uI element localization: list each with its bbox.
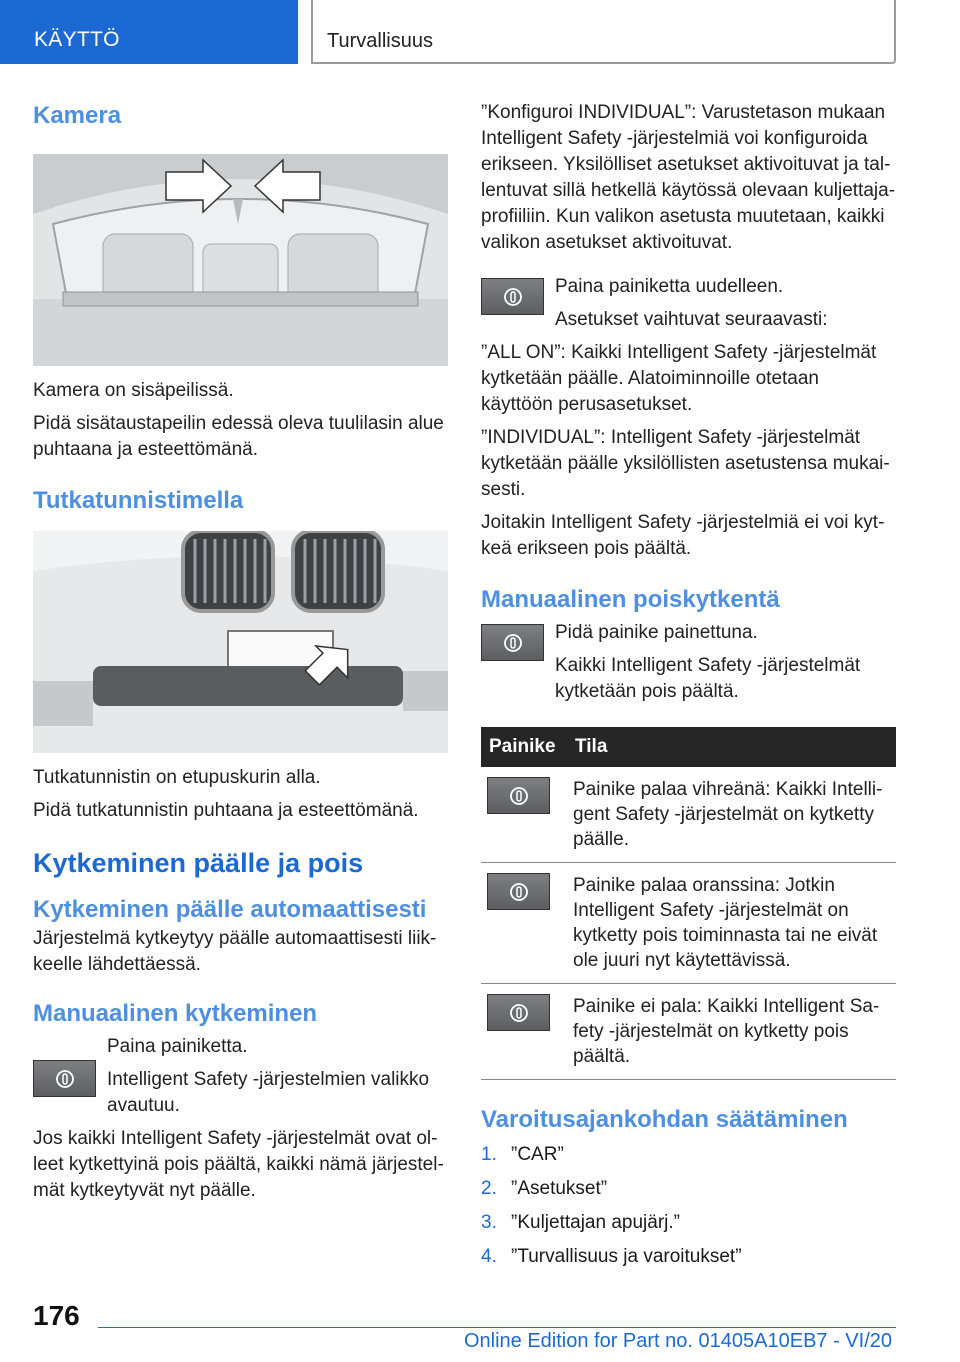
safety-button-icon <box>481 278 544 315</box>
all-on-text: ”ALL ON”: Kaikki Intelligent Safety -järjestelmät kytketään päälle. Alatoiminnoille otetaan käyttöön perusasetukset. <box>481 342 877 415</box>
settings-change-text: Asetukset vaihtuvat seuraavasti: <box>555 309 828 330</box>
safety-button-icon <box>487 777 550 814</box>
camera-illustration <box>33 154 448 366</box>
table-header-status: Tila <box>567 727 896 767</box>
auto-heading: Kytkeminen päälle automaattisesti <box>33 896 427 923</box>
press-again-block <box>481 274 896 333</box>
table-row <box>481 984 896 1080</box>
table-row <box>481 863 896 984</box>
left-column <box>33 100 448 1211</box>
manual-text-3: Jos kaikki Intelligent Safety -järjestelmät ovat olleet kytkettyinä pois päältä, kaikki nämä järjestelmät kytkeytyvät nyt päälle. <box>33 1128 444 1201</box>
press-again-text: Paina painiketta uudelleen. <box>555 276 784 297</box>
radar-illustration <box>33 531 448 753</box>
off-text-1: Pidä painike painettuna. <box>555 622 758 643</box>
switch-heading: Kytkeminen päälle ja pois <box>33 848 364 878</box>
radar-text-1: Tutkatunnistin on etupuskurin alla. <box>33 767 321 788</box>
table-cell-status: Painike ei pala: Kaikki Intelligent Safety -järjestelmät on kytketty pois päältä. <box>567 984 896 1080</box>
right-column <box>481 100 896 1278</box>
button-status-table <box>481 727 896 1080</box>
list-item: 3. ”Kuljettajan apujärj.” <box>481 1212 680 1233</box>
camera-heading: Kamera <box>33 102 122 129</box>
table-header-row <box>481 727 896 767</box>
table-cell-status: Painike palaa vihreänä: Kaikki Intelligent Safety -järjestelmät on kytketty päälle. <box>567 767 896 863</box>
auto-text: Järjestelmä kytkeytyy päälle automaattisesti liikkeelle lähdettäessä. <box>33 928 437 975</box>
off-block <box>481 620 896 705</box>
radar-text-2: Pidä tutkatunnistin puhtaana ja esteettömänä. <box>33 800 419 821</box>
safety-button-icon <box>487 873 550 910</box>
header-chapter-label: Turvallisuus <box>327 30 433 52</box>
some-systems-text: Joitakin Intelligent Safety -järjestelmiä ei voi kytkeä erikseen pois päältä. <box>481 512 885 559</box>
individual-text: ”INDIVIDUAL”: Intelligent Safety -järjestelmät kytketään päälle yksilöllisten asetustensa mukaisesti. <box>481 427 890 500</box>
header-section-label: KÄYTTÖ <box>34 28 120 51</box>
manual-block <box>33 1030 448 1119</box>
table-header-button: Painike <box>481 727 567 767</box>
list-item: 1. ”CAR” <box>481 1144 564 1165</box>
list-item: 2. ”Asetukset” <box>481 1178 608 1199</box>
safety-button-icon <box>487 994 550 1031</box>
table-cell-status: Painike palaa oranssina: Jotkin Intelligent Safety -järjestelmät on kytketty pois toiminnasta tai ne eivät ole juuri nyt käytettävissä. <box>567 863 896 984</box>
table-row <box>481 767 896 863</box>
manual-heading: Manuaalinen kytkeminen <box>33 1000 318 1027</box>
config-text: ”Konfiguroi INDIVIDUAL”: Varustetason mukaan Intelligent Safety -järjestelmiä voi konfiguroida erikseen. Yksilölliset asetukset aktivoituvat ja tallentuvat sillä hetkellä käytössä olevaan kuljettajaprofiiliin. Kun valikon asetusta muutetaan, kaikki valikon asetukset aktivoituvat. <box>481 102 896 253</box>
list-item: 4. ”Turvallisuus ja varoitukset” <box>481 1246 742 1267</box>
warning-timing-heading: Varoitusajankohdan säätäminen <box>481 1106 848 1133</box>
radar-heading: Tutkatunnistimella <box>33 487 244 514</box>
manual-text-1: Paina painiketta. <box>107 1036 248 1057</box>
safety-button-icon <box>33 1060 96 1097</box>
off-text-2: Kaikki Intelligent Safety -järjestelmät kytketään pois päältä. <box>555 655 861 702</box>
footer-divider <box>98 1327 896 1328</box>
steps-list <box>481 1142 896 1270</box>
header-section-tab <box>0 0 298 64</box>
camera-text-1: Kamera on sisäpeilissä. <box>33 380 234 401</box>
off-heading: Manuaalinen poiskytkentä <box>481 586 780 613</box>
header-chapter-tab <box>311 0 896 64</box>
camera-text-2: Pidä sisätaustapeilin edessä oleva tuulilasin alue puhtaana ja esteettömänä. <box>33 413 444 460</box>
footer-edition: Online Edition for Part no. 01405A10EB7 - VI/20 <box>463 1330 892 1352</box>
safety-button-icon <box>481 624 544 661</box>
manual-text-2: Intelligent Safety -järjestelmien valikko avautuu. <box>107 1069 430 1116</box>
page-number: 176 <box>33 1300 80 1331</box>
